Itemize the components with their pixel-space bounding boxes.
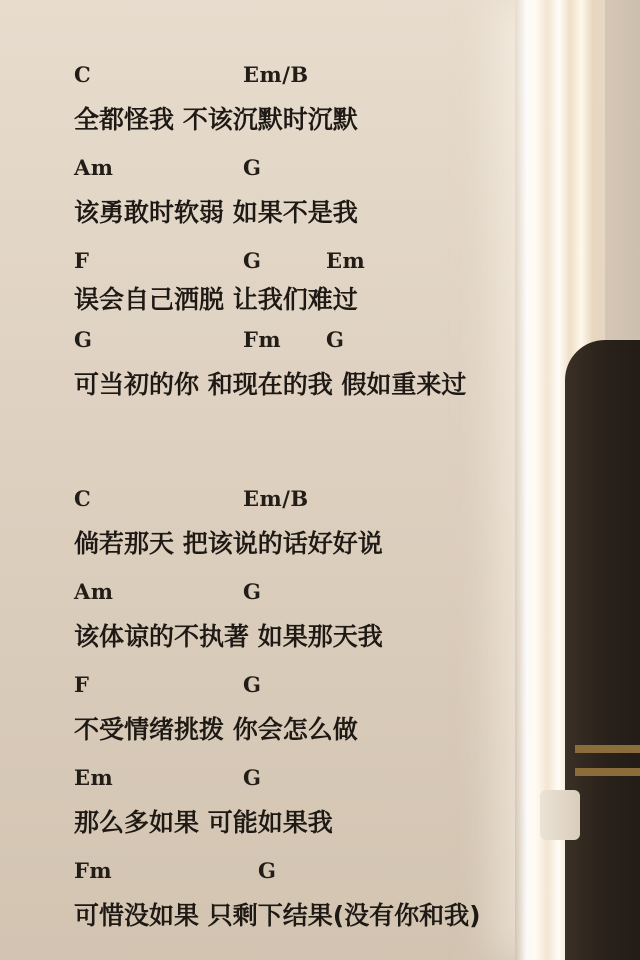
lyric-line: 全都怪我 不该沉默时沉默: [74, 105, 358, 134]
chord: G: [243, 248, 262, 273]
chord: Em: [326, 248, 366, 273]
chord: Em: [74, 765, 114, 790]
lyric-line: 可当初的你 和现在的我 假如重来过: [74, 370, 467, 399]
chord: F: [74, 672, 90, 697]
lyric-line: 可惜没如果 只剩下结果(没有你和我): [74, 901, 481, 930]
lyric-line: 该体谅的不执著 如果那天我: [74, 622, 383, 651]
chord: G: [243, 155, 262, 180]
chord: G: [243, 579, 262, 604]
chord: G: [326, 327, 345, 352]
lyric-line: 倘若那天 把该说的话好好说: [74, 529, 383, 558]
lyric-line: 不受情绪挑拨 你会怎么做: [74, 715, 358, 744]
lyric-line: 该勇敢时软弱 如果不是我: [74, 198, 358, 227]
lyric-line: 误会自己洒脱 让我们难过: [74, 285, 358, 314]
chord: Fm: [243, 327, 282, 352]
chord: G: [243, 672, 262, 697]
chord: Am: [74, 155, 114, 180]
lyric-line: 那么多如果 可能如果我: [74, 808, 333, 837]
chord: G: [258, 858, 277, 883]
chord: F: [74, 248, 90, 273]
chord: C: [74, 62, 92, 87]
chord: Fm: [74, 858, 113, 883]
chord: Em/B: [243, 486, 309, 511]
chord: G: [74, 327, 93, 352]
chord: Em/B: [243, 62, 309, 87]
chord: G: [243, 765, 262, 790]
chord: Am: [74, 579, 114, 604]
chord: C: [74, 486, 92, 511]
